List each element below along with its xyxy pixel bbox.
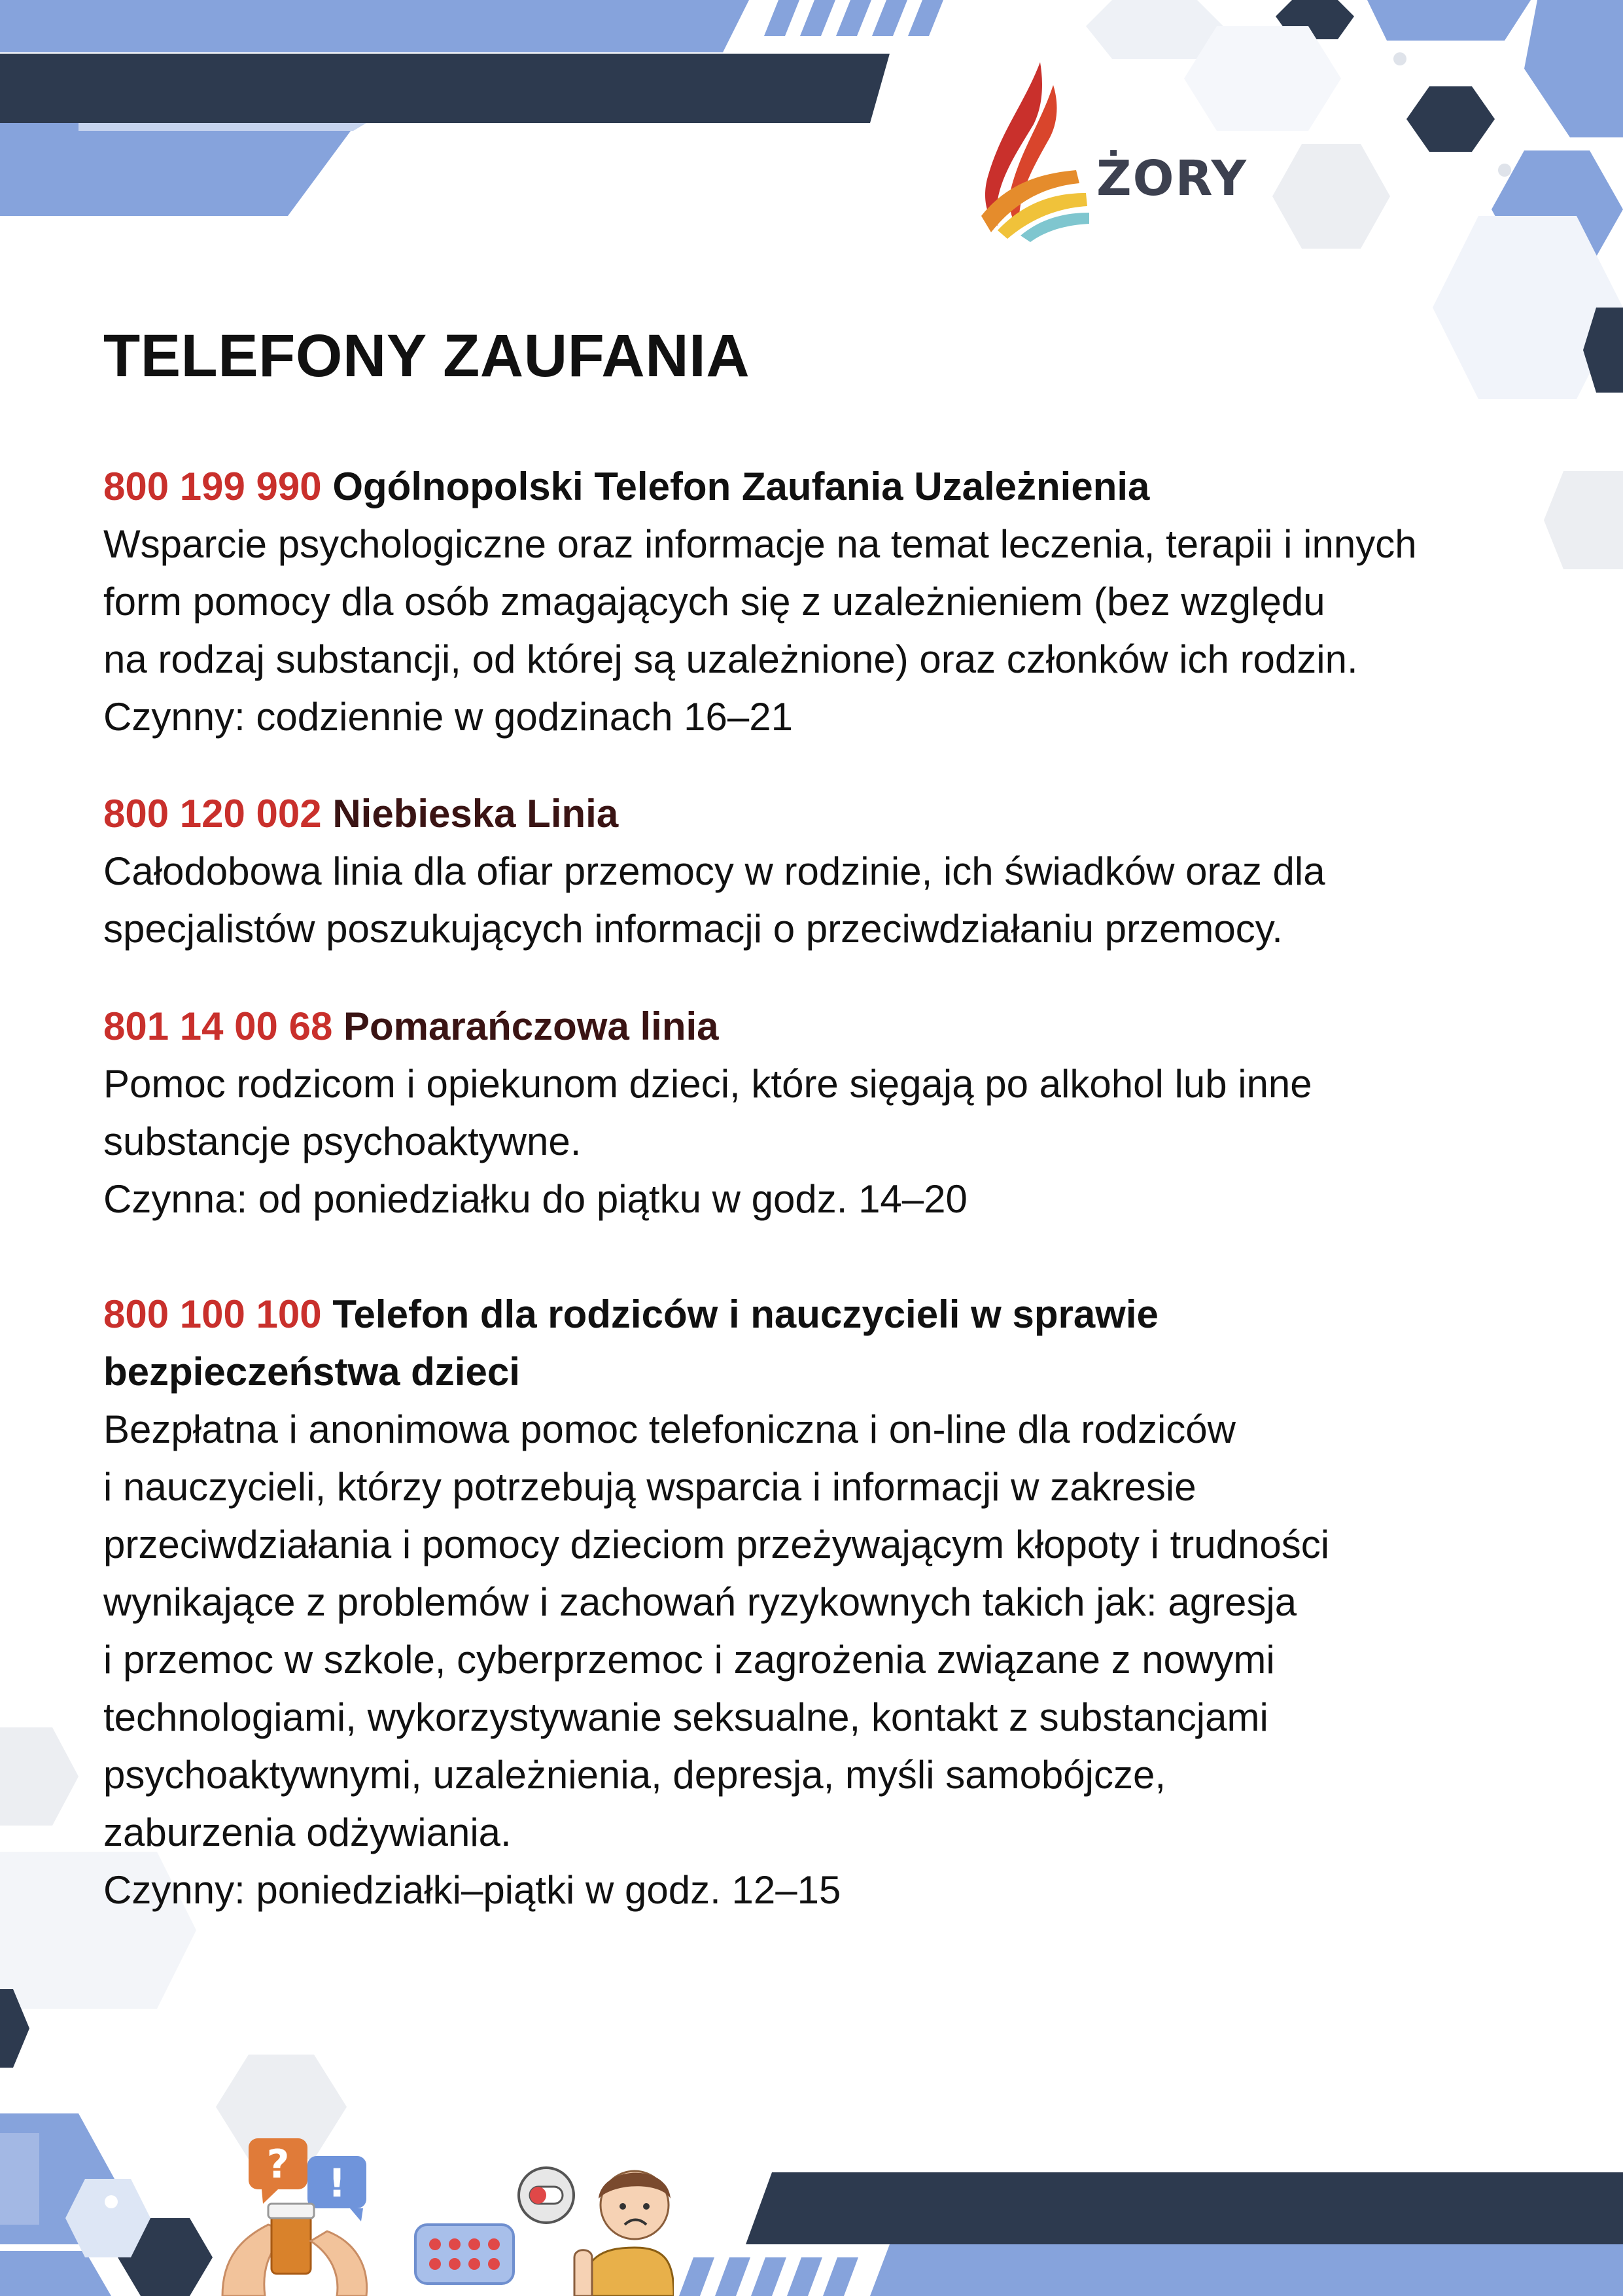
page-title: TELEFONY ZAUFANIA [103,323,750,389]
header-blue-wedge [0,123,357,216]
help-illustration [216,2127,674,2296]
entry-heading [103,458,1562,516]
logo-text: ŻORY [1096,150,1248,207]
entry-heading [103,1286,1562,1401]
hotline-description: Całodobowa linia dla ofiar przemocy w rodzinie, ich świadków oraz dla specjalistów poszukujących informacji o przeciwdziałaniu przemocy. [103,849,1325,951]
hotline-entry-2 [103,785,1562,958]
exclamation-mark: ! [328,2161,346,2206]
hands-pill-bottle-icon [222,2204,367,2296]
hotline-entry-1 [103,458,1562,746]
entry-heading [103,785,1562,843]
sad-person-icon [574,2171,674,2296]
hotline-entry-4 [103,1286,1562,1919]
hotline-description: Bezpłatna i anonimowa pomoc telefoniczna i on-line dla rodziców i nauczycieli, którzy potrzebują wsparcia i informacji w zakresie przeciwdziałania i pomocy dzieciom przeżywającym kłopoty i trudności wynikające z problemów i zachowań ryzykownych takich jak: agresja i przemoc w szkole, cyberprzemoc i zagrożenia związane z nowymi technologiami, wykorzystywanie seksualne, kontakt z substancjami psychoaktywnymi, uzależnienia, depresja, myśli samobójcze, zaburzenia odżywiania. Czynny: poniedziałki–piątki w godz. 12–15 [103,1407,1330,1912]
entry-heading [103,998,1562,1055]
question-mark: ? [266,2142,290,2187]
bottom-left-hexagons [0,2113,213,2296]
header-light-wedge [79,123,366,131]
pill-blister-icon [415,2225,514,2284]
hotline-name: Pomarańczowa linia [343,1004,719,1048]
hotline-name: Ogólnopolski Telefon Zaufania Uzależnienia [332,465,1150,508]
footer-navy-band [746,2172,1623,2244]
top-stripes [764,0,943,36]
phone-number: 800 120 002 [103,792,322,836]
bottom-stripes [679,2257,858,2296]
flame-logo-icon [962,59,1092,242]
exclamation-bubble-icon [307,2156,366,2221]
capsule-thought-icon [519,2168,574,2223]
hotline-name: Niebieska Linia [332,792,619,836]
phone-number: 800 199 990 [103,465,322,508]
hotline-description: Pomoc rodzicom i opiekunom dzieci, które sięgają po alkohol lub inne substancje psychoaktywne. Czynna: od poniedziałku do piątku w godz. 14–20 [103,1062,1312,1221]
hotline-entry-3 [103,998,1562,1228]
hotline-description: Wsparcie psychologiczne oraz informacje na temat leczenia, terapii i innych form pomocy dla osób zmagających się z uzależnieniem (bez względu na rodzaj substancji, od której są uzależnione) oraz członków ich rodzin. Czynny: codziennie w godzinach 16–21 [103,522,1417,739]
hotline-name: Telefon dla rodziców i nauczycieli w sprawie bezpieczeństwa dzieci [103,1292,1159,1394]
question-bubble-icon [249,2138,307,2204]
header-navy-band [0,54,890,123]
zory-logo [962,59,1248,242]
footer-blue-band [870,2244,1623,2296]
phone-number: 801 14 00 68 [103,1004,333,1048]
header-blue-band [0,0,749,52]
phone-number: 800 100 100 [103,1292,322,1336]
